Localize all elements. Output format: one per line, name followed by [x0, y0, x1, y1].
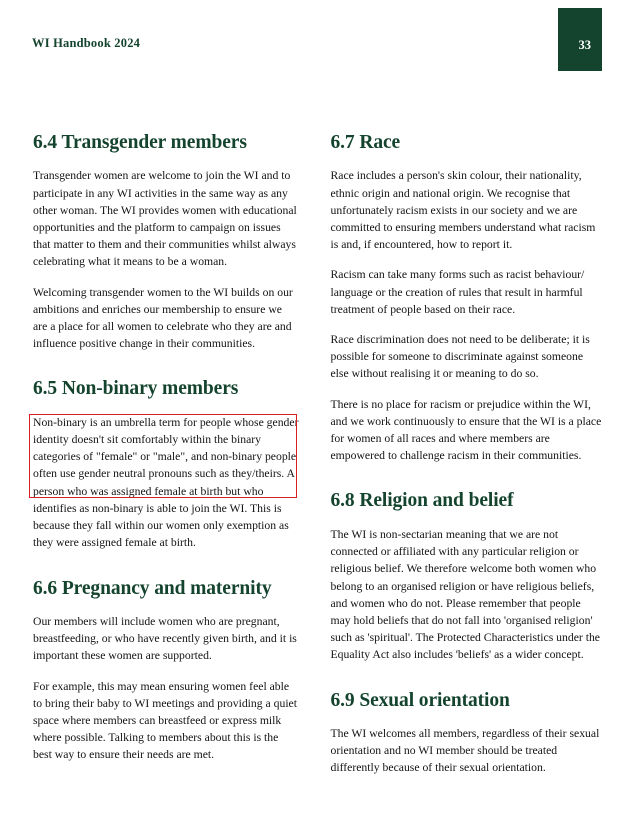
paragraph: Race discrimination does not need to be deliberate; it is possible for someone to discriminate against someone else without realising it or meaning to do so.	[330, 333, 590, 381]
paragraph: The WI is non-sectarian meaning that we are not connected or affiliated with any particular religion or religious belief. We therefore welcome both women who belong to an organised religion or have religious beliefs, and women who do not. Please remember that people may hold beliefs that do not fall into 'organised religion' such as 'spiritual'. The Protected Characteristics under the Equality Act also includes 'beliefs' as a wider concept.	[330, 527, 600, 662]
paragraph: Race includes a person's skin colour, their nationality, ethnic origin and national origin. We recognise that unfortunately racism exists in our society and we are committed to ensuring members understand what racism is and, if encountered, how to report it.	[330, 169, 596, 252]
section-non-binary-members	[33, 378, 299, 551]
section-heading-6-9: 6.9 Sexual orientation	[330, 689, 510, 711]
non-binary-paragraph-wrapper	[33, 414, 299, 552]
two-column-body	[33, 132, 602, 815]
section-heading-6-4: 6.4 Transgender members	[33, 132, 247, 153]
paragraph: Racism can take many forms such as racist behaviour/ language or the creation of rules that result in harmful treatment of people based on their race.	[330, 268, 585, 316]
section-heading-6-8: 6.8 Religion and belief	[330, 490, 514, 512]
section-transgender-members	[33, 132, 299, 352]
section-race	[331, 132, 603, 464]
paragraph: Transgender women are welcome to join the WI and to participate in any WI activities in the same way as any other woman. The WI provides women with educational opportunities and the platform to campaign on issues that matter to them and their communities whilst always celebrating what it means to be a woman.	[33, 169, 297, 269]
page-header	[0, 0, 635, 78]
section-heading-6-6: 6.6 Pregnancy and maternity	[33, 577, 272, 599]
paragraph: Our members will include women who are pregnant, breastfeeding, or who have recently given birth, and it is important these women are supported.	[33, 614, 297, 663]
paragraph: Welcoming transgender women to the WI builds on our ambitions and enriches our membership to ensure we are a place for all women to celebrate who they are and influence positive change in their communities.	[33, 285, 293, 351]
paragraph: For example, this may mean ensuring women feel able to bring their baby to WI meetings and providing a quiet space where members can breastfeed or express milk where possible. Talking to members about this is the best way to ensure their needs are met.	[33, 679, 297, 762]
section-sexual-orientation	[331, 690, 603, 777]
section-pregnancy-maternity	[33, 578, 299, 764]
section-religion-belief	[331, 490, 603, 663]
section-heading-6-7: 6.7 Race	[330, 132, 401, 153]
page-number: 33	[578, 38, 591, 52]
paragraph: There is no place for racism or prejudice within the WI, and we work continuously to ensure that the WI is a place for women of all races and where members are empowered to challenge racism in their communities.	[330, 397, 602, 463]
paragraph: The WI welcomes all members, regardless of their sexual orientation and no WI member should be treated differently because of their sexual orientation.	[330, 726, 600, 775]
paragraph: Non-binary is an umbrella term for people whose gender identity doesn't sit comfortably within the binary categories of "female" or "male", and non-binary people often use gender neutral pronouns such as they/theirs. A person who was assigned female at birth but who identifies as non-binary is able to join the WI. This is because they fall within our women only exemption as they were assigned female at birth.	[33, 415, 299, 550]
running-head-title: WI Handbook 2024	[32, 36, 141, 50]
right-column	[331, 132, 603, 815]
left-column	[33, 132, 299, 815]
section-heading-6-5: 6.5 Non-binary members	[33, 378, 239, 400]
